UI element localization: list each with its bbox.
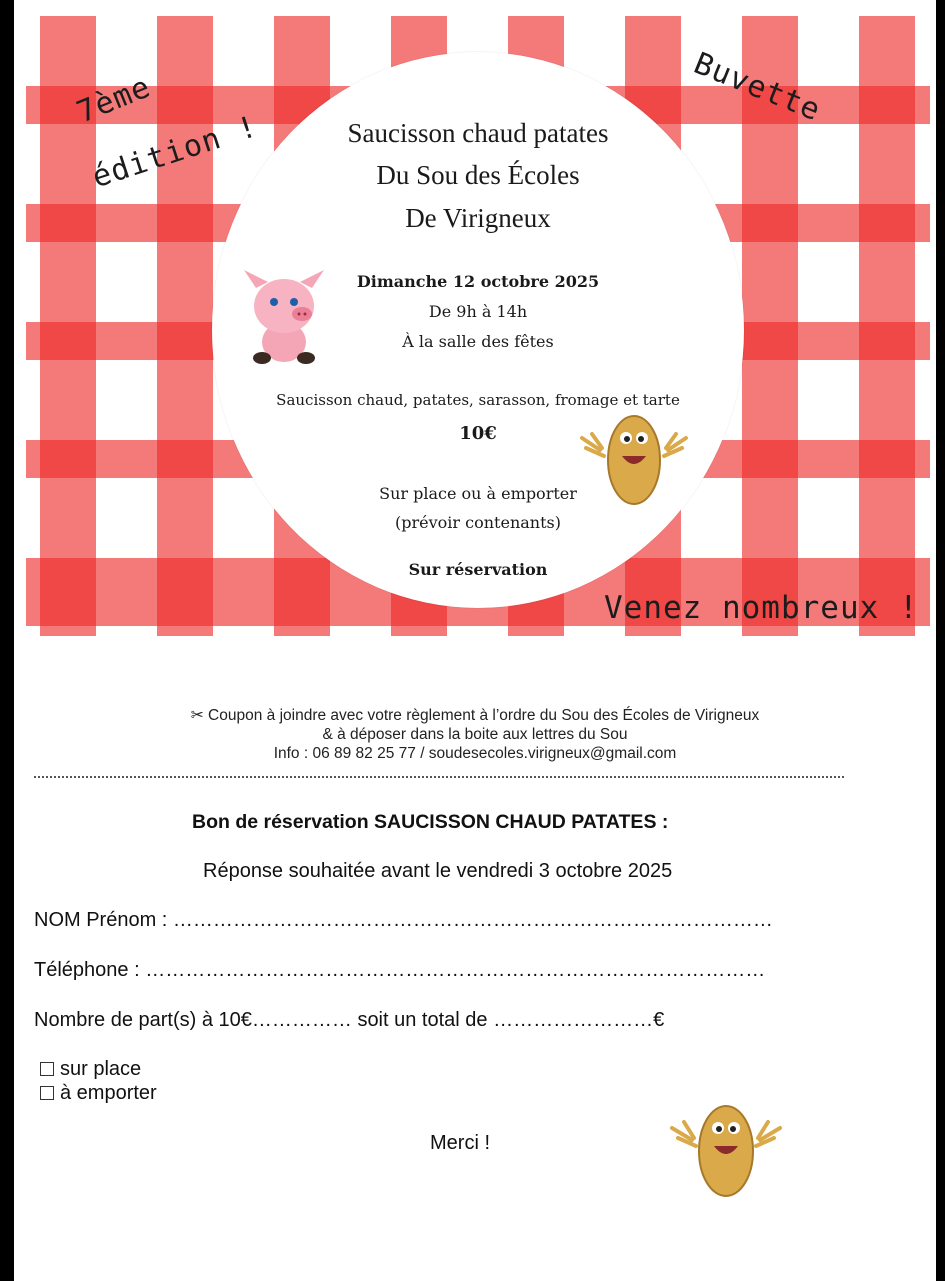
mode-line-1: Sur place ou à emporter (379, 484, 577, 503)
title-line-1: Saucisson chaud patates (347, 118, 609, 148)
title-line-2: Du Sou des Écoles (376, 160, 580, 190)
coupon-line-1: ✂ Coupon à joindre avec votre règlement à l’ordre du Sou des Écoles de Virigneux (190, 707, 760, 724)
cut-line (34, 776, 844, 778)
option-sur-place[interactable] (40, 1058, 141, 1081)
form-heading: Bon de réservation SAUCISSON CHAUD PATATES : (192, 811, 669, 833)
event-venue: À la salle des fêtes (402, 332, 554, 351)
parts-field[interactable]: Nombre de part(s) à 10€…………… soit un total de ……………………€ (34, 1009, 665, 1031)
name-field[interactable]: NOM Prénom : ……………………………………………………………………………… (34, 909, 773, 931)
thanks-text: Merci ! (430, 1132, 490, 1154)
edition-line-2: édition ! (88, 108, 262, 196)
option-emporter[interactable] (40, 1082, 157, 1105)
option-sur-place-label: sur place (60, 1058, 142, 1080)
flyer-page (14, 0, 936, 1281)
venez-text: Venez nombreux ! (604, 590, 919, 626)
menu-text: Saucisson chaud, patates, sarasson, fromage et tarte (276, 391, 680, 409)
price-text: 10€ (459, 423, 497, 444)
coupon-line-3: Info : 06 89 82 25 77 / soudesecoles.virigneux@gmail.com (273, 745, 677, 762)
reservation-text: Sur réservation (408, 560, 548, 579)
edition-line-1: 7ème (72, 69, 156, 131)
gingham-banner (26, 16, 930, 636)
checkbox-sur-place[interactable] (40, 1062, 54, 1076)
potato-icon-bottom (668, 1104, 784, 1198)
form-deadline: Réponse souhaitée avant le vendredi 3 octobre 2025 (203, 860, 673, 882)
checkbox-emporter[interactable] (40, 1086, 54, 1100)
buvette-text: Buvette (688, 46, 826, 129)
event-date: Dimanche 12 octobre 2025 (356, 272, 600, 291)
pig-icon (238, 266, 330, 370)
title-line-3: De Virigneux (405, 203, 551, 233)
coupon-line-2: & à déposer dans la boite aux lettres du Sou (322, 726, 628, 743)
option-emporter-label: à emporter (60, 1082, 157, 1104)
mode-line-2: (prévoir contenants) (395, 513, 561, 532)
potato-icon (578, 414, 690, 506)
phone-field[interactable]: Téléphone : ………………………………………………………………………………… (34, 959, 766, 981)
event-hours: De 9h à 14h (428, 302, 528, 321)
